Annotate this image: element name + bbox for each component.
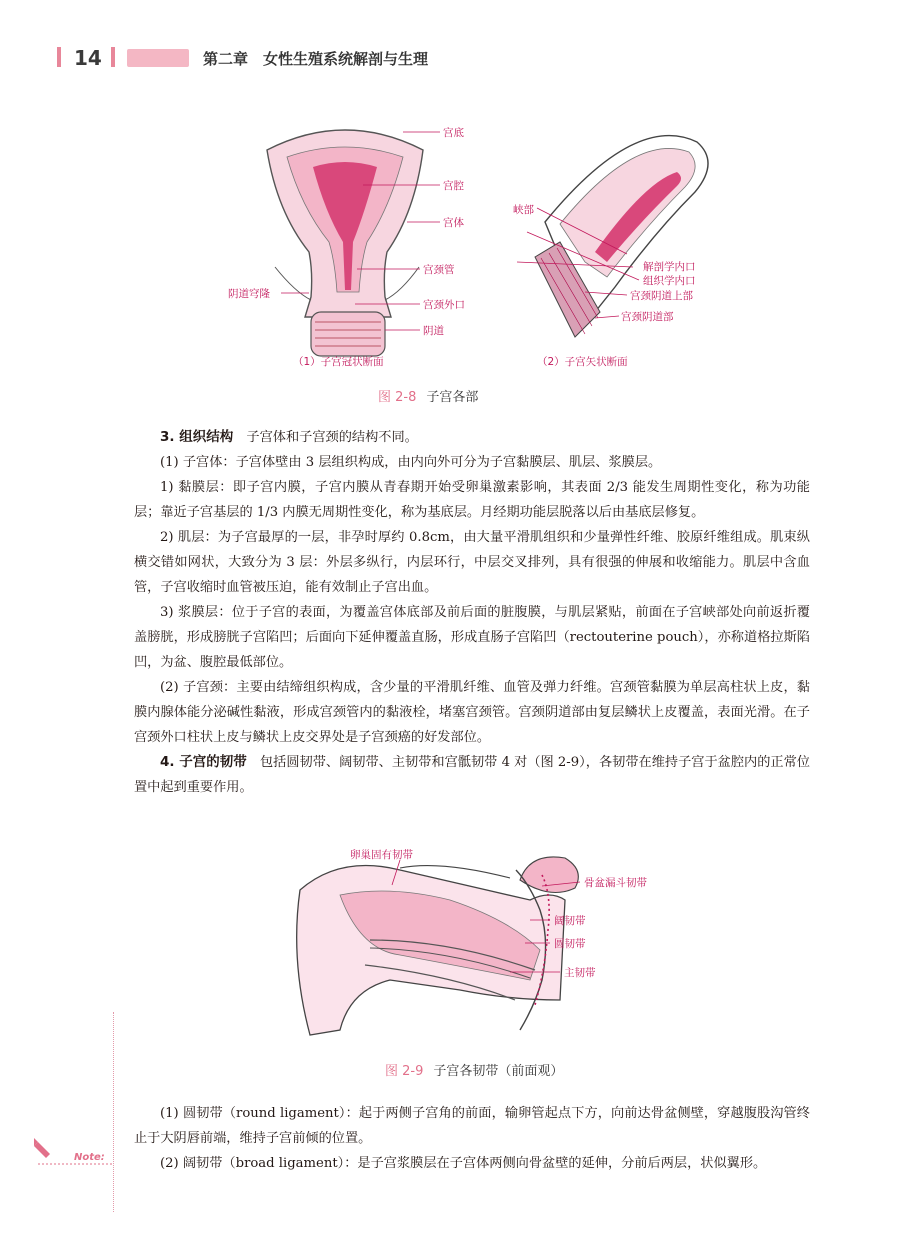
paragraph: 2) 肌层：为子宫最厚的一层，非孕时厚约 0.8cm，由大量平滑肌组织和少量弹性纤维、胶原纤维组成。肌束纵横交错如网状，大致分为 3 层：外层多纵行，内层环行，中层交叉排列，具有很强的伸展和收缩能力。肌层中含血管，子宫收缩时血管被压迫，能有效制止子宫出血。	[134, 530, 810, 595]
label-kuo-rendai: 阔韧带	[554, 915, 586, 927]
uterus-ligaments-illustration	[297, 857, 580, 1035]
figure-2-8	[215, 112, 735, 377]
page-header	[0, 0, 900, 110]
figure-title: 子宫各韧带（前面观）	[433, 1064, 564, 1079]
paragraph: 4. 子宫的韧带 包括圆韧带、阔韧带、主韧带和宫骶韧带 4 对（图 2-9），各韧带在维持子宫于盆腔内的正常位置中起到重要作用。	[134, 754, 810, 795]
figure-2-8-caption	[378, 386, 478, 405]
section-heading: 3. 组织结构	[160, 429, 234, 445]
uterus-coronal-illustration	[267, 130, 440, 356]
figure-title: 子宫各部	[426, 390, 479, 405]
label-jiepou-neikou: 解剖学内口	[643, 261, 696, 273]
section-heading: 4. 子宫的韧带	[160, 754, 247, 770]
margin-dotted-line	[113, 1012, 114, 1212]
label-yindao-qionglong: 阴道穹隆	[228, 288, 270, 300]
header-accent-block	[127, 49, 189, 67]
label-gupen-loudou-rendai: 骨盆漏斗韧带	[584, 877, 647, 889]
subcaption-coronal: （1）子宫冠状断面	[293, 356, 384, 368]
label-zhu-rendai: 主韧带	[564, 967, 596, 979]
label-gongqiang: 宫腔	[443, 180, 464, 192]
uterus-sagittal-illustration	[517, 136, 708, 337]
header-accent-bar	[57, 47, 61, 67]
paragraph: (1) 圆韧带（round ligament）：起于两侧子宫角的前面，输卵管起点下方，向前达骨盆侧壁，穿越腹股沟管终止于大阴唇前端，维持子宫前倾的位置。	[134, 1106, 810, 1146]
note-label: Note:	[74, 1152, 105, 1163]
paragraph: (2) 阔韧带（broad ligament）：是子宫浆膜层在子宫体两侧向骨盆壁的延伸，分前后两层，状似翼形。	[160, 1156, 767, 1171]
label-gongti: 宫体	[443, 217, 464, 229]
body-text-section-2	[134, 1101, 810, 1176]
figure-number: 图 2-8	[378, 390, 417, 405]
label-xiabu: 峡部	[513, 204, 534, 216]
paragraph: (2) 子宫颈：主要由结缔组织构成，含少量的平滑肌纤维、血管及弹力纤维。宫颈管黏膜为单层高柱状上皮，黏膜内腺体能分泌碱性黏液，形成宫颈管内的黏液栓，堵塞宫颈管。宫颈阴道部由复层鳞状上皮覆盖，表面光滑。在子宫颈外口柱状上皮与鳞状上皮交界处是子宫颈癌的好发部位。	[134, 680, 810, 745]
figure-2-9-caption	[385, 1060, 563, 1079]
label-gongjingguan: 宫颈管	[423, 264, 455, 276]
label-gongdi: 宫底	[443, 127, 464, 139]
page-number: 14	[74, 46, 102, 70]
paragraph: 1) 黏膜层：即子宫内膜，子宫内膜从青春期开始受卵巢激素影响，其表面 2/3 能发生周期性变化，称为功能层；靠近子宫基层的 1/3 内膜无周期性变化，称为基底层。月经期功能层脱落以后由基底层修复。	[134, 480, 810, 520]
paragraph: (1) 子宫体：子宫体壁由 3 层组织构成，由内向外可分为子宫黏膜层、肌层、浆膜层。	[160, 455, 662, 470]
body-text-section-1	[134, 425, 810, 800]
header-accent-bar	[111, 47, 115, 67]
paragraph: 3) 浆膜层：位于子宫的表面，为覆盖宫体底部及前后面的脏腹膜，与肌层紧贴，前面在子宫峡部处向前返折覆盖膀胱，形成膀胱子宫陷凹；后面向下延伸覆盖直肠，形成直肠子宫陷凹（rectouterine pouch），亦称道格拉斯陷凹，为盆、腹腔最低部位。	[134, 605, 810, 670]
label-yuan-rendai: 圆韧带	[554, 938, 586, 950]
subcaption-sagittal: （2）子宫矢状断面	[537, 356, 628, 368]
chapter-title: 第二章 女性生殖系统解剖与生理	[203, 50, 429, 68]
label-zuzhi-neikou: 组织学内口	[643, 275, 696, 287]
figure-number: 图 2-9	[385, 1064, 424, 1079]
label-gongjing-yindao-shangbu: 宫颈阴道上部	[630, 290, 693, 302]
label-gongjing-yindaobu: 宫颈阴道部	[621, 311, 674, 323]
label-gongjing-waikou: 宫颈外口	[423, 299, 465, 311]
label-yindao: 阴道	[423, 325, 444, 337]
figure-2-9	[280, 840, 720, 1050]
label-luanchao-guyou-rendai: 卵巢固有韧带	[350, 849, 413, 861]
paragraph: 3. 组织结构 子宫体和子宫颈的结构不同。	[160, 429, 418, 445]
